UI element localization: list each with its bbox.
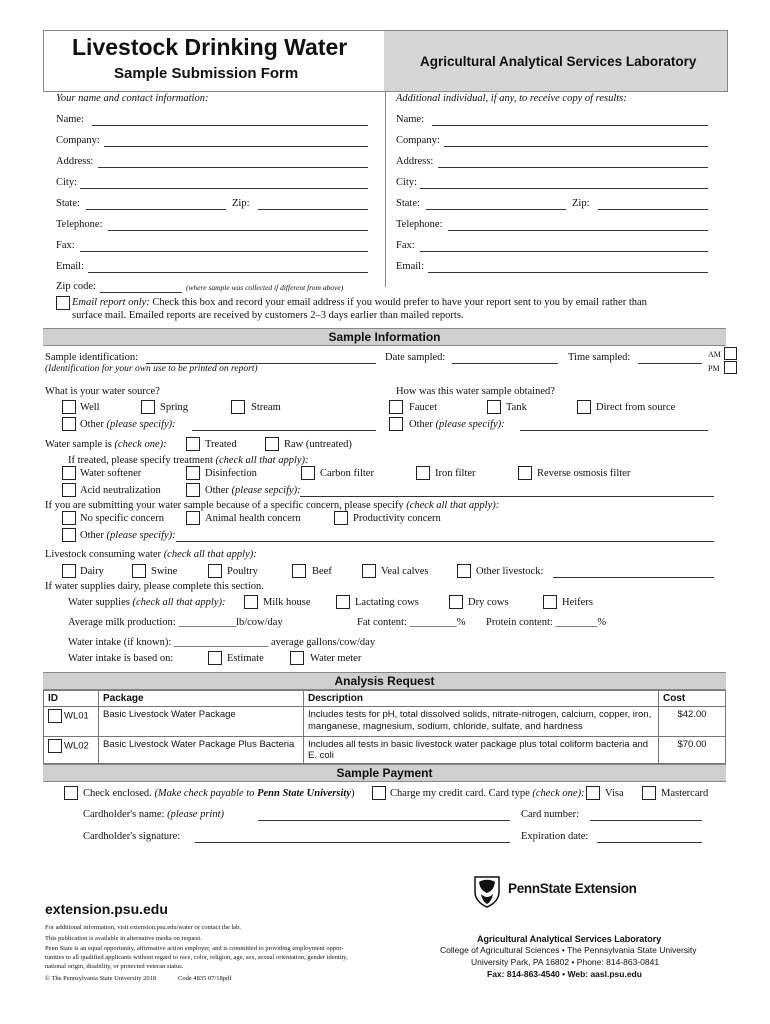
name-input[interactable]: [92, 114, 368, 126]
water-intake: Water intake (if known): __________________ average gallons/cow/day: [68, 637, 376, 648]
iron-filter-label: Iron filter: [435, 468, 476, 479]
addl-email-label: Email:: [396, 261, 424, 272]
if-treated-label: If treated, please specify treatment: [68, 455, 213, 466]
row-package: Basic Livestock Water Package Plus Bacteria: [99, 737, 304, 764]
treated-checkbox[interactable]: [186, 437, 200, 451]
obtained-direct-checkbox[interactable]: [577, 400, 591, 414]
wl01-checkbox[interactable]: [48, 709, 62, 723]
publication-code: Code 4835 07/18pdf: [178, 975, 232, 982]
source-well-label: Well: [80, 402, 100, 413]
telephone-input[interactable]: [108, 219, 368, 231]
treated-label: Treated: [205, 439, 237, 450]
source-spring-checkbox[interactable]: [141, 400, 155, 414]
credit-card-checkbox[interactable]: [372, 786, 386, 800]
am-checkbox[interactable]: [724, 347, 737, 360]
source-spring-label: Spring: [160, 402, 189, 413]
footer-line-5: national origin, disability, or protected veteran status.: [45, 963, 184, 970]
row-description: Includes all tests in basic livestock water package plus total coliform bacteria and E. coli: [304, 737, 659, 764]
treatment-other-label: [205, 485, 301, 496]
cardholder-signature-label: Cardholder's signature:: [83, 831, 181, 842]
source-other-checkbox[interactable]: [62, 417, 76, 431]
time-sampled-label: Time sampled:: [568, 352, 631, 363]
water-meter-checkbox[interactable]: [290, 651, 304, 665]
other-livestock-label: Other livestock:: [476, 566, 544, 577]
water-sample-is: [45, 439, 167, 450]
address-input[interactable]: [98, 156, 368, 168]
livestock-check-all: (check all that apply):: [163, 549, 257, 560]
water-supplies-check-all: (check all that apply):: [132, 597, 226, 608]
please-print-label: (please print): [167, 809, 224, 820]
obtained-tank-label: Tank: [506, 402, 527, 413]
water-supplies-label: Water supplies: [68, 597, 130, 608]
fat-content: Fat content: _________%: [357, 617, 466, 628]
source-other-label: [80, 419, 176, 430]
am-label: AM: [708, 350, 721, 359]
email-report-text: [72, 297, 647, 308]
mastercard-checkbox[interactable]: [642, 786, 656, 800]
acid-neutralization-label: Acid neutralization: [80, 485, 161, 496]
source-well-checkbox[interactable]: [62, 400, 76, 414]
obtained-tank-checkbox[interactable]: [487, 400, 501, 414]
package-header: Package: [99, 691, 304, 707]
date-sampled-label: Date sampled:: [385, 352, 446, 363]
card-type-check-one: (check one):: [532, 788, 585, 799]
zip-code-label: Zip code:: [56, 281, 96, 292]
veal-calves-checkbox[interactable]: [362, 564, 376, 578]
lactating-cows-label: Lactating cows: [355, 597, 419, 608]
raw-label: Raw (untreated): [284, 439, 352, 450]
form-title: Livestock Drinking Water: [72, 34, 348, 60]
date-sampled-input[interactable]: [452, 352, 558, 364]
water-intake-based-label: Water intake is based on:: [68, 653, 174, 664]
footer-line-3: Penn State is an equal opportunity, affirmative action employer, and is committed to providing employment oppor-: [45, 945, 344, 952]
obtained-other-checkbox[interactable]: [389, 417, 403, 431]
water-supplies: [68, 597, 226, 608]
table-row: [44, 737, 726, 764]
raw-checkbox[interactable]: [265, 437, 279, 451]
beef-label: Beef: [312, 566, 332, 577]
addl-fax-input[interactable]: [420, 240, 708, 252]
credit-card-label: [390, 788, 585, 799]
card-number-label: Card number:: [521, 809, 580, 820]
addl-address-label: Address:: [396, 156, 434, 167]
state-label: State:: [56, 198, 80, 209]
productivity-checkbox[interactable]: [334, 511, 348, 525]
footer-college: College of Agricultural Sciences • The Pennsylvania State University: [440, 945, 697, 955]
obtained-other-input[interactable]: [520, 419, 708, 431]
cost-header: Cost: [659, 691, 726, 707]
poultry-label: Poultry: [227, 566, 258, 577]
carbon-filter-label: Carbon filter: [320, 468, 374, 479]
fax-label: Fax:: [56, 240, 75, 251]
zip-code-input[interactable]: [100, 281, 182, 293]
sample-id-note: (Identification for your own use to be printed on report): [45, 364, 258, 374]
row-package: Basic Livestock Water Package: [99, 707, 304, 737]
sample-id-input[interactable]: [146, 352, 376, 364]
footer-line-4: tunities to all qualified applicants without regard to race, color, religion, age, sex, sexual orientation, gender identity,: [45, 954, 348, 961]
cardholder-name-label: Cardholder's name:: [83, 809, 165, 820]
form-subtitle: Sample Submission Form: [114, 65, 299, 82]
source-stream-label: Stream: [251, 402, 281, 413]
productivity-label: Productivity concern: [353, 513, 441, 524]
addl-telephone-label: Telephone:: [396, 219, 443, 230]
zip-input[interactable]: [258, 198, 368, 210]
dairy-label: Dairy: [80, 566, 104, 577]
other-livestock-input[interactable]: [553, 566, 714, 578]
contact-left-heading: Your name and contact information:: [56, 93, 209, 104]
city-label: City:: [56, 177, 78, 188]
concern-other-specify: (please specify):: [106, 530, 176, 541]
estimate-label: Estimate: [227, 653, 264, 664]
fax-input[interactable]: [80, 240, 368, 252]
sample-info-band: Sample Information: [43, 328, 726, 346]
check-one-label: (check one):: [114, 439, 167, 450]
sample-payment-band: Sample Payment: [43, 764, 726, 782]
row-cost: $42.00: [659, 707, 726, 737]
carbon-filter-checkbox[interactable]: [301, 466, 315, 480]
check-enclosed-text: Check enclosed.: [83, 788, 155, 799]
source-other-input[interactable]: [192, 419, 376, 431]
no-concern-checkbox[interactable]: [62, 511, 76, 525]
dairy-section-intro: If water supplies dairy, please complete this section.: [45, 581, 264, 592]
addl-state-input[interactable]: [426, 198, 566, 210]
analysis-table: [43, 690, 726, 764]
livestock-question: [45, 549, 257, 560]
city-input[interactable]: [80, 177, 368, 189]
visa-checkbox[interactable]: [586, 786, 600, 800]
row-description: Includes tests for pH, total dissolved solids, nitrate-nitrogen, calcium, copper, iron, manganese, magnesium, sodium, chloride, sulfate, and hardness: [304, 707, 659, 737]
email-report-description: Check this box and record your email address if you would prefer to have your report sent to you by email rather than: [149, 297, 647, 308]
concern-question-label: If you are submitting your water sample because of a specific concern, please specify: [45, 500, 404, 511]
water-source-question: What is your water source?: [45, 386, 160, 397]
milk-house-label: Milk house: [263, 597, 311, 608]
row-cost: $70.00: [659, 737, 726, 764]
footer-line-1: For additional information, visit extension.psu.edu/water or contact the lab.: [45, 924, 242, 931]
zip-label: Zip:: [232, 198, 250, 209]
addl-fax-label: Fax:: [396, 240, 415, 251]
livestock-question-label: Livestock consuming water: [45, 549, 162, 560]
extension-brand: PennState Extension: [508, 881, 637, 896]
dairy-checkbox[interactable]: [62, 564, 76, 578]
footer-line-2: This publication is available in alternative media on request.: [45, 935, 202, 942]
cardholder-name-input[interactable]: [258, 809, 510, 821]
email-report-text-2: surface mail. Emailed reports are received by customers 2–3 days earlier than mailed reports.: [72, 310, 464, 321]
addl-company-label: Company:: [396, 135, 440, 146]
animal-health-checkbox[interactable]: [186, 511, 200, 525]
credit-card-text: Charge my credit card. Card type: [390, 788, 530, 799]
row-id-cell: [44, 707, 99, 737]
water-softener-label: Water softener: [80, 468, 142, 479]
email-label: Email:: [56, 261, 84, 272]
obtained-other-text: Other: [409, 419, 433, 430]
description-header: Description: [304, 691, 659, 707]
if-treated-text: [68, 455, 309, 466]
heifers-checkbox[interactable]: [543, 595, 557, 609]
iron-filter-checkbox[interactable]: [416, 466, 430, 480]
addl-city-input[interactable]: [420, 177, 708, 189]
veal-calves-label: Veal calves: [381, 566, 429, 577]
address-label: Address:: [56, 156, 94, 167]
check-enclosed-label: [83, 788, 354, 799]
card-number-input[interactable]: [590, 809, 702, 821]
swine-checkbox[interactable]: [132, 564, 146, 578]
no-concern-label: No specific concern: [80, 513, 164, 524]
extension-url[interactable]: extension.psu.edu: [45, 901, 168, 917]
check-enclosed-checkbox[interactable]: [64, 786, 78, 800]
mastercard-label: Mastercard: [661, 788, 709, 799]
contact-right-heading: Additional individual, if any, to receive copy of results:: [396, 93, 627, 104]
disinfection-checkbox[interactable]: [186, 466, 200, 480]
name-label: Name:: [56, 114, 84, 125]
shield-icon: [474, 876, 500, 908]
company-label: Company:: [56, 135, 100, 146]
email-input[interactable]: [88, 261, 368, 273]
expiration-date-label: Expiration date:: [521, 831, 589, 842]
footer-lab-name: Agricultural Analytical Services Laboratory: [477, 934, 662, 944]
source-other-specify: (please specify):: [106, 419, 176, 430]
treatment-other-text: Other: [205, 485, 229, 496]
zip-code-note: (where sample was collected if different from above): [186, 283, 344, 292]
analysis-header-row: [44, 691, 726, 707]
addl-address-input[interactable]: [438, 156, 708, 168]
addl-name-label: Name:: [396, 114, 424, 125]
row-id-cell: [44, 737, 99, 764]
footer-fax-web: Fax: 814-863-4540 • Web: aasl.psu.edu: [487, 969, 642, 979]
treatment-other-checkbox[interactable]: [186, 483, 200, 497]
lab-name: Agricultural Analytical Services Laboratory: [420, 54, 697, 69]
time-sampled-input[interactable]: [638, 352, 702, 364]
treatment-other-specify: (please sepcify):: [231, 485, 301, 496]
addl-city-label: City:: [396, 177, 418, 188]
table-row: [44, 707, 726, 737]
milk-house-checkbox[interactable]: [244, 595, 258, 609]
swine-label: Swine: [151, 566, 178, 577]
source-stream-checkbox[interactable]: [231, 400, 245, 414]
concern-other-label: [80, 530, 176, 541]
copyright: © The Pennsylvania State University 2018: [45, 975, 157, 982]
visa-label: Visa: [605, 788, 624, 799]
cardholder-name: [83, 809, 224, 820]
expiration-date-input[interactable]: [597, 831, 702, 843]
reverse-osmosis-checkbox[interactable]: [518, 466, 532, 480]
contact-divider: [385, 91, 386, 287]
poultry-checkbox[interactable]: [208, 564, 222, 578]
dry-cows-label: Dry cows: [468, 597, 509, 608]
obtained-faucet-checkbox[interactable]: [389, 400, 403, 414]
obtained-faucet-label: Faucet: [409, 402, 437, 413]
disinfection-label: Disinfection: [205, 468, 257, 479]
cardholder-signature-input[interactable]: [195, 831, 510, 843]
concern-other-text: Other: [80, 530, 104, 541]
addl-zip-label: Zip:: [572, 198, 590, 209]
estimate-checkbox[interactable]: [208, 651, 222, 665]
addl-zip-input[interactable]: [598, 198, 708, 210]
addl-telephone-input[interactable]: [448, 219, 708, 231]
sample-id-label: Sample identification:: [45, 352, 139, 363]
if-treated-check-all: (check all that apply):: [215, 455, 309, 466]
treatment-other-input[interactable]: [300, 485, 714, 497]
obtained-direct-label: Direct from source: [596, 402, 676, 413]
other-livestock-checkbox[interactable]: [457, 564, 471, 578]
check-payable-note: (Make check payable to: [154, 788, 258, 799]
row-id: WL01: [64, 710, 89, 722]
telephone-label: Telephone:: [56, 219, 103, 230]
water-softener-checkbox[interactable]: [62, 466, 76, 480]
analysis-request-band: Analysis Request: [43, 672, 726, 690]
acid-neutralization-checkbox[interactable]: [62, 483, 76, 497]
company-input[interactable]: [104, 135, 368, 147]
addl-company-input[interactable]: [444, 135, 708, 147]
check-close-paren: ): [350, 788, 355, 799]
wl02-checkbox[interactable]: [48, 739, 62, 753]
addl-name-input[interactable]: [432, 114, 708, 126]
footer-address: University Park, PA 16802 • Phone: 814-863-0841: [471, 957, 660, 967]
reverse-osmosis-label: Reverse osmosis filter: [537, 468, 631, 479]
addl-email-input[interactable]: [428, 261, 708, 273]
water-meter-label: Water meter: [310, 653, 362, 664]
concern-question: [45, 500, 499, 511]
lactating-cows-checkbox[interactable]: [336, 595, 350, 609]
water-sample-is-label: Water sample is: [45, 439, 112, 450]
obtained-other-specify: (please specify):: [435, 419, 505, 430]
email-report-checkbox[interactable]: [56, 296, 70, 310]
penn-state-shield-logo: [474, 876, 500, 908]
email-report-label: Email report only:: [72, 297, 150, 308]
source-other-text: Other: [80, 419, 104, 430]
animal-health-label: Animal health concern: [205, 513, 301, 524]
obtained-question: How was this water sample obtained?: [396, 386, 555, 397]
protein-content: Protein content: ________%: [486, 617, 607, 628]
heifers-label: Heifers: [562, 597, 593, 608]
avg-milk-production: Average milk production: ___________lb/cow/day: [68, 617, 283, 628]
id-header: ID: [44, 691, 99, 707]
obtained-other-label: [409, 419, 505, 430]
concern-other-input[interactable]: [176, 530, 714, 542]
beef-checkbox[interactable]: [292, 564, 306, 578]
dry-cows-checkbox[interactable]: [449, 595, 463, 609]
pm-checkbox[interactable]: [724, 361, 737, 374]
concern-check-all: (check all that apply):: [406, 500, 500, 511]
row-id: WL02: [64, 740, 89, 752]
addl-state-label: State:: [396, 198, 420, 209]
state-input[interactable]: [86, 198, 226, 210]
psu-name: Penn State University: [257, 788, 351, 799]
concern-other-checkbox[interactable]: [62, 528, 76, 542]
pm-label: PM: [708, 364, 720, 373]
